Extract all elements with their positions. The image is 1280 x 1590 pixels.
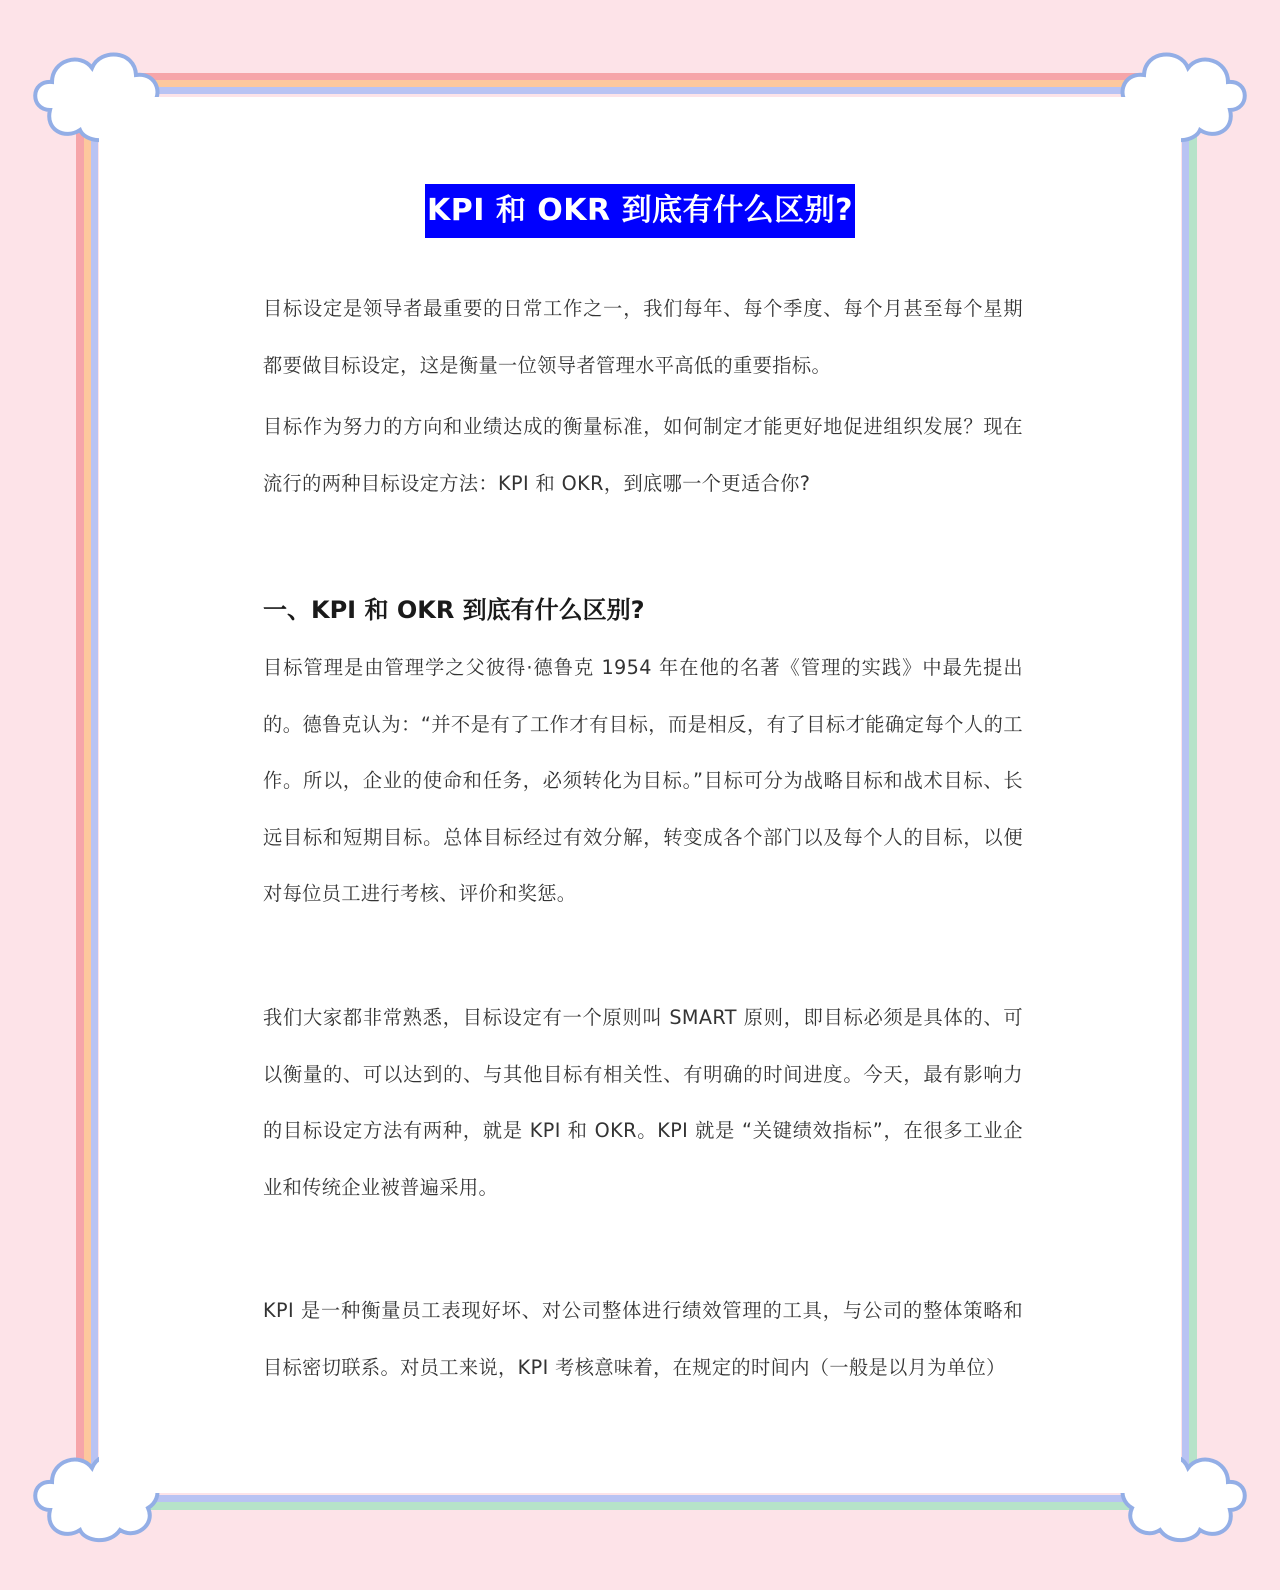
section-paragraph-2: 我们大家都非常熟悉，目标设定有一个原则叫 SMART 原则，即目标必须是具体的、可以衡量的、可以达到的、与其他目标有相关性、有明确的时间进度。今天，最有影响力的目标设定方法有两种，就是 KPI 和 OKR。KPI 就是 “关键绩效指标”，在很多工业企业和传统企业被普遍采用。 bbox=[263, 1006, 1023, 1199]
intro-paragraph-2: 目标作为努力的方向和业绩达成的衡量标准，如何制定才能更好地促进组织发展？现在流行的两种目标设定方法：KPI 和 OKR，到底哪一个更适合你? bbox=[263, 415, 1023, 495]
section-paragraph-3: KPI 是一种衡量员工表现好坏、对公司整体进行绩效管理的工具，与公司的整体策略和目标密切联系。对员工来说，KPI 考核意味着，在规定的时间内（一般是以月为单位） bbox=[263, 1299, 1023, 1379]
section-paragraph-1: 目标管理是由管理学之父彼得·德鲁克 1954 年在他的名著《管理的实践》中最先提出的。德鲁克认为：“并不是有了工作才有目标，而是相反，有了目标才能确定每个人的工作。所以，企业的使命和任务，必须转化为目标。”目标可分为战略目标和战术目标、长远目标和短期目标。总体目标经过有效分解，转变成各个部门以及每个人的目标，以便对每位员工进行考核、评价和奖惩。 bbox=[263, 656, 1023, 905]
section-heading: 一、KPI 和 OKR 到底有什么区别? bbox=[263, 596, 645, 624]
page-title: KPI 和 OKR 到底有什么区别? bbox=[425, 184, 855, 238]
title-wrapper bbox=[0, 184, 1280, 238]
intro-paragraph-1: 目标设定是领导者最重要的日常工作之一，我们每年、每个季度、每个月甚至每个星期都要做目标设定，这是衡量一位领导者管理水平高低的重要指标。 bbox=[263, 297, 1023, 377]
